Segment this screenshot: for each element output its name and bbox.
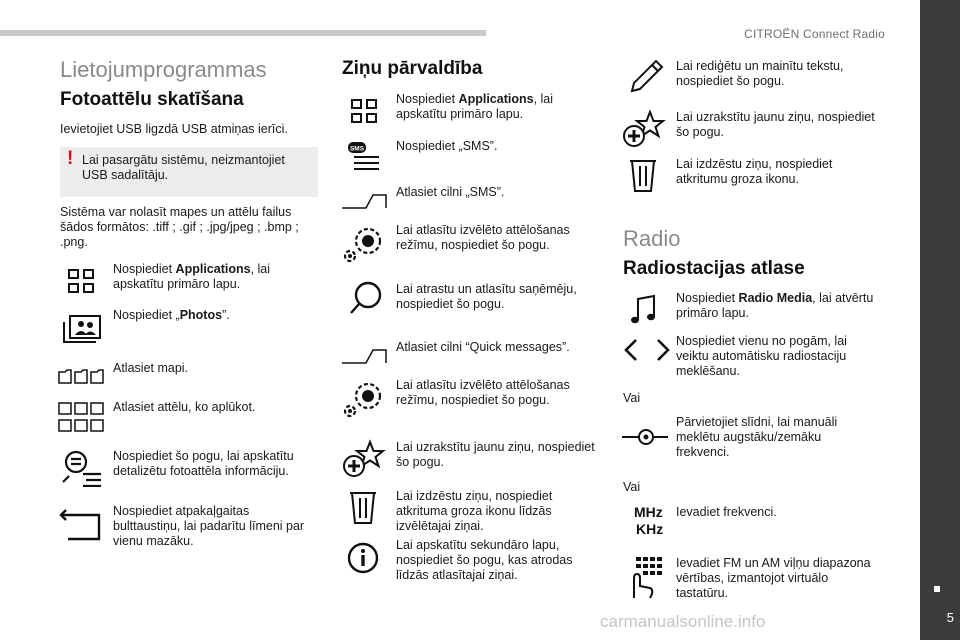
subtitle-photo-viewing: Fotoattēlu skatīšana	[60, 89, 244, 110]
warning-icon: !	[67, 148, 74, 169]
or-text-1: Vai	[623, 391, 641, 405]
or-text-2: Vai	[623, 480, 641, 494]
formats-text: Sistēma var nolasīt mapes un attēlu failus šādos formātos: .tiff ; .gif ; .jpg/jpeg ; .bmp ; .png.	[60, 205, 299, 249]
bullet-mark	[934, 586, 940, 592]
search-icon	[340, 280, 390, 320]
music-note-icon	[620, 291, 670, 331]
page-header-title: CITROËN Connect Radio	[744, 27, 885, 41]
tab-icon	[340, 335, 390, 375]
intro-text: Ievietojiet USB ligzdā USB atmiņas ierīci.	[60, 122, 288, 136]
subtitle-station-selection: Radiostacijas atlase	[623, 258, 805, 279]
sms-icon	[340, 135, 390, 175]
new-message-icon	[620, 108, 670, 148]
apps-grid-icon	[57, 262, 107, 302]
page-number: 5	[946, 610, 954, 625]
top-divider-bar	[0, 30, 486, 36]
settings-gear-icon	[340, 223, 390, 263]
apps-grid-icon	[340, 92, 390, 132]
search-details-icon	[57, 447, 107, 487]
settings-gear-icon	[340, 378, 390, 418]
mhz-label: MHz	[634, 504, 663, 520]
svg-text:SMS: SMS	[349, 145, 365, 153]
tab-icon	[340, 180, 390, 220]
new-message-icon	[340, 438, 390, 478]
folder-tabs-icon	[57, 357, 107, 397]
page-sidebar	[920, 0, 960, 640]
keypad-touch-icon	[620, 554, 670, 600]
watermark: carmanualsonline.info	[600, 612, 766, 631]
warning-text: Lai pasargātu sistēmu, neizmantojiet USB sadalītāju.	[82, 153, 285, 182]
khz-label: KHz	[636, 521, 664, 537]
slider-icon	[620, 415, 670, 455]
subtitle-message-management: Ziņu pārvaldība	[342, 58, 483, 79]
pencil-icon	[620, 57, 670, 97]
photos-icon	[57, 308, 107, 348]
image-grid-icon	[57, 398, 107, 438]
section-title-applications: Lietojumprogrammas	[60, 57, 267, 82]
mhz-khz-icon	[620, 502, 670, 542]
back-arrow-icon	[57, 504, 107, 544]
section-title-radio: Radio	[623, 226, 681, 251]
trash-icon	[340, 487, 390, 527]
trash-icon	[620, 155, 670, 195]
warning-note	[60, 147, 318, 197]
chevrons-icon	[620, 334, 670, 374]
info-icon	[340, 538, 390, 578]
